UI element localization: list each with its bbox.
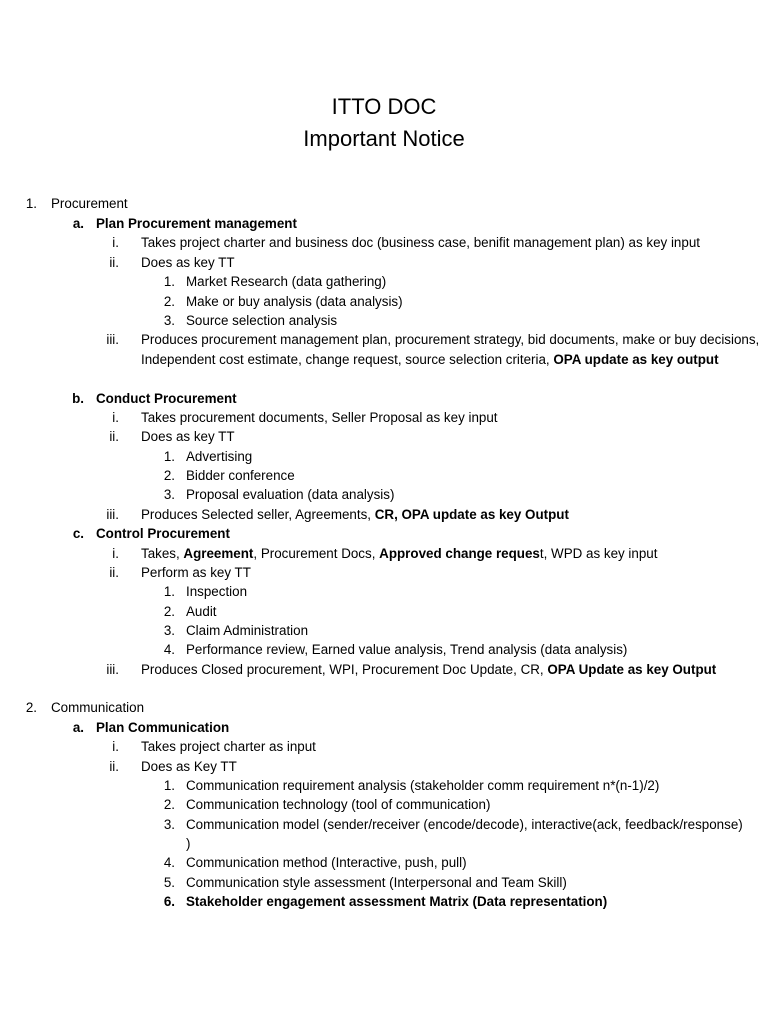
list-roman: i. [112,410,119,425]
doc-subtitle: Important Notice [303,126,465,151]
list-item: Produces Closed procurement, WPI, Procurement Doc Update, CR, OPA Update as key Output [141,662,717,677]
list-item: Communication model (sender/receiver (encode/decode), interactive(ack, feedback/response) [186,817,743,832]
list-roman: iii. [106,507,119,522]
list-letter: c. [72,526,84,541]
list-number: 5. [163,875,175,890]
list-number: 4. [163,855,175,870]
list-item-continuation: ) [186,836,191,851]
doc-title: ITTO DOC [331,94,437,119]
list-roman: iii. [106,332,119,347]
list-item: Takes procurement documents, Seller Proposal as key input [141,410,498,425]
list-roman: iii. [106,662,119,677]
list-roman: ii. [109,565,119,580]
list-roman: ii. [109,759,119,774]
list-number: 3. [163,817,175,832]
list-roman: i. [112,546,119,561]
list-item: Communication requirement analysis (stakeholder comm requirement n*(n-1)/2) [186,778,660,793]
list-number: 1. [163,778,175,793]
subsection-heading: Control Procurement [96,526,230,541]
list-number: 1. [163,584,175,599]
list-number: 2. [163,604,175,619]
list-item: Produces Selected seller, Agreements, CR, OPA update as key Output [141,507,569,522]
list-item: Bidder conference [186,468,295,483]
list-item: Takes project charter and business doc (business case, benifit management plan) as key input [141,235,700,250]
list-number: 6. [163,894,175,909]
list-item: Make or buy analysis (data analysis) [186,294,403,309]
list-number: 3. [163,623,175,638]
list-roman: ii. [109,429,119,444]
section-heading: Communication [51,700,145,715]
list-roman: ii. [109,255,119,270]
subsection-heading: Plan Procurement management [96,216,297,231]
list-item: Does as key TT [141,429,235,444]
list-number: 3. [163,313,175,328]
list-roman: i. [112,235,119,250]
list-letter: a. [72,216,84,231]
list-item: Performance review, Earned value analysis, Trend analysis (data analysis) [186,642,628,657]
list-item: Inspection [186,584,248,599]
subsection-heading: Conduct Procurement [96,391,237,406]
list-item: Perform as key TT [141,565,251,580]
list-item: Market Research (data gathering) [186,274,387,289]
list-item: Communication technology (tool of communication) [186,797,491,812]
list-item: Communication method (Interactive, push, pull) [186,855,467,870]
subsection-heading: Plan Communication [96,720,230,735]
list-item: Claim Administration [186,623,309,638]
list-item: Takes project charter as input [141,739,316,754]
list-item: Audit [186,604,217,619]
list-letter: a. [72,720,84,735]
list-number: 2. [25,700,37,715]
list-item: Advertising [186,449,253,464]
list-number: 1. [25,196,37,211]
list-letter: b. [72,391,84,406]
list-number: 2. [163,294,175,309]
list-number: 1. [163,274,175,289]
list-item: Proposal evaluation (data analysis) [186,487,395,502]
list-item: Produces procurement management plan, procurement strategy, bid documents, make or buy decisions, Independent cost estimate, change request, source selection criteria, OPA update as key output [141,332,760,367]
section-heading: Procurement [51,196,128,211]
list-item: Stakeholder engagement assessment Matrix (Data representation) [186,894,608,909]
list-number: 2. [163,468,175,483]
list-item: Communication style assessment (Interpersonal and Team Skill) [186,875,567,890]
list-number: 4. [163,642,175,657]
list-number: 2. [163,797,175,812]
list-item: Source selection analysis [186,313,338,328]
list-number: 3. [163,487,175,502]
list-item: Does as Key TT [141,759,237,774]
list-item: Takes, Agreement, Procurement Docs, Approved change request, WPD as key input [141,546,658,561]
list-number: 1. [163,449,175,464]
list-item: Does as key TT [141,255,235,270]
list-roman: i. [112,739,119,754]
